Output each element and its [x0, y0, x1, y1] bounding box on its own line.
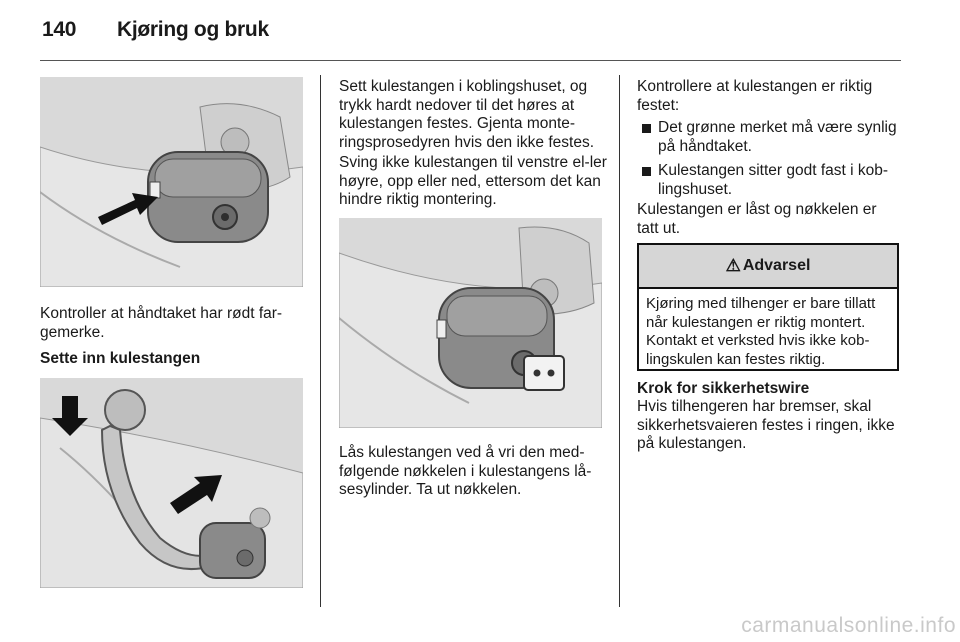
page-title: Kjøring og bruk	[117, 18, 269, 41]
watermark: carmanualsonline.info	[741, 614, 956, 637]
paragraph-insert-bar: Sett kulestangen i koblingshuset, og trykk hardt nedover til det høres at kulestangen festes. Gjenta monte-ringsprosedyren hvis den ikke festes.	[339, 78, 595, 151]
subheading-safety-wire: Krok for sikkerhetswire	[637, 380, 810, 397]
subheading-insert: Sette inn kulestangen	[40, 350, 201, 367]
paragraph-safety-wire: Hvis tilhengeren har bremser, skal sikkerhetsvaieren festes i ringen, ikke på kulestangen.	[637, 398, 895, 452]
warning-body: Kjøring med tilhenger er bare tillatt når kulestangen er riktig montert. Kontakt et verksted hvis ikke kob-lingskulen kan festes riktig.	[646, 295, 876, 368]
column-divider-1	[320, 75, 321, 607]
bullet-square-icon	[642, 167, 651, 176]
figure-insert-ball-bar	[40, 378, 303, 588]
paragraph-check-intro: Kontrollere at kulestangen er riktig festet:	[637, 78, 873, 114]
warning-header	[639, 245, 897, 289]
list-item-text: Det grønne merket må være synlig på håndtaket.	[658, 119, 897, 155]
warning-triangle-icon: ⚠	[725, 256, 741, 275]
paragraph-do-not-swing: Sving ikke kulestangen til venstre el-ler høyre, opp eller ned, ettersom det kan hindre riktig montering.	[339, 154, 607, 208]
list-item-text: Kulestangen sitter godt fast i kob-lingshuset.	[658, 162, 889, 198]
bullet-square-icon	[642, 124, 651, 133]
warning-box	[637, 243, 899, 371]
page-number: 140	[42, 18, 77, 41]
paragraph-lock-bar: Lås kulestangen ved å vri den med-følgende nøkkelen i kulestangens lå-sesylinder. Ta ut nøkkelen.	[339, 444, 592, 498]
paragraph-locked: Kulestangen er låst og nøkkelen er tatt ut.	[637, 201, 877, 237]
figure-lock-with-key	[339, 218, 602, 428]
header-divider	[40, 60, 901, 61]
check-list	[637, 119, 902, 205]
warning-title: Advarsel	[742, 257, 811, 274]
column-divider-2	[619, 75, 620, 607]
paragraph-check-red-mark: Kontroller at håndtaket har rødt far-gemerke.	[40, 305, 283, 341]
figure-coupling-housing	[40, 77, 303, 287]
list-item	[637, 119, 902, 156]
list-item	[637, 162, 902, 199]
